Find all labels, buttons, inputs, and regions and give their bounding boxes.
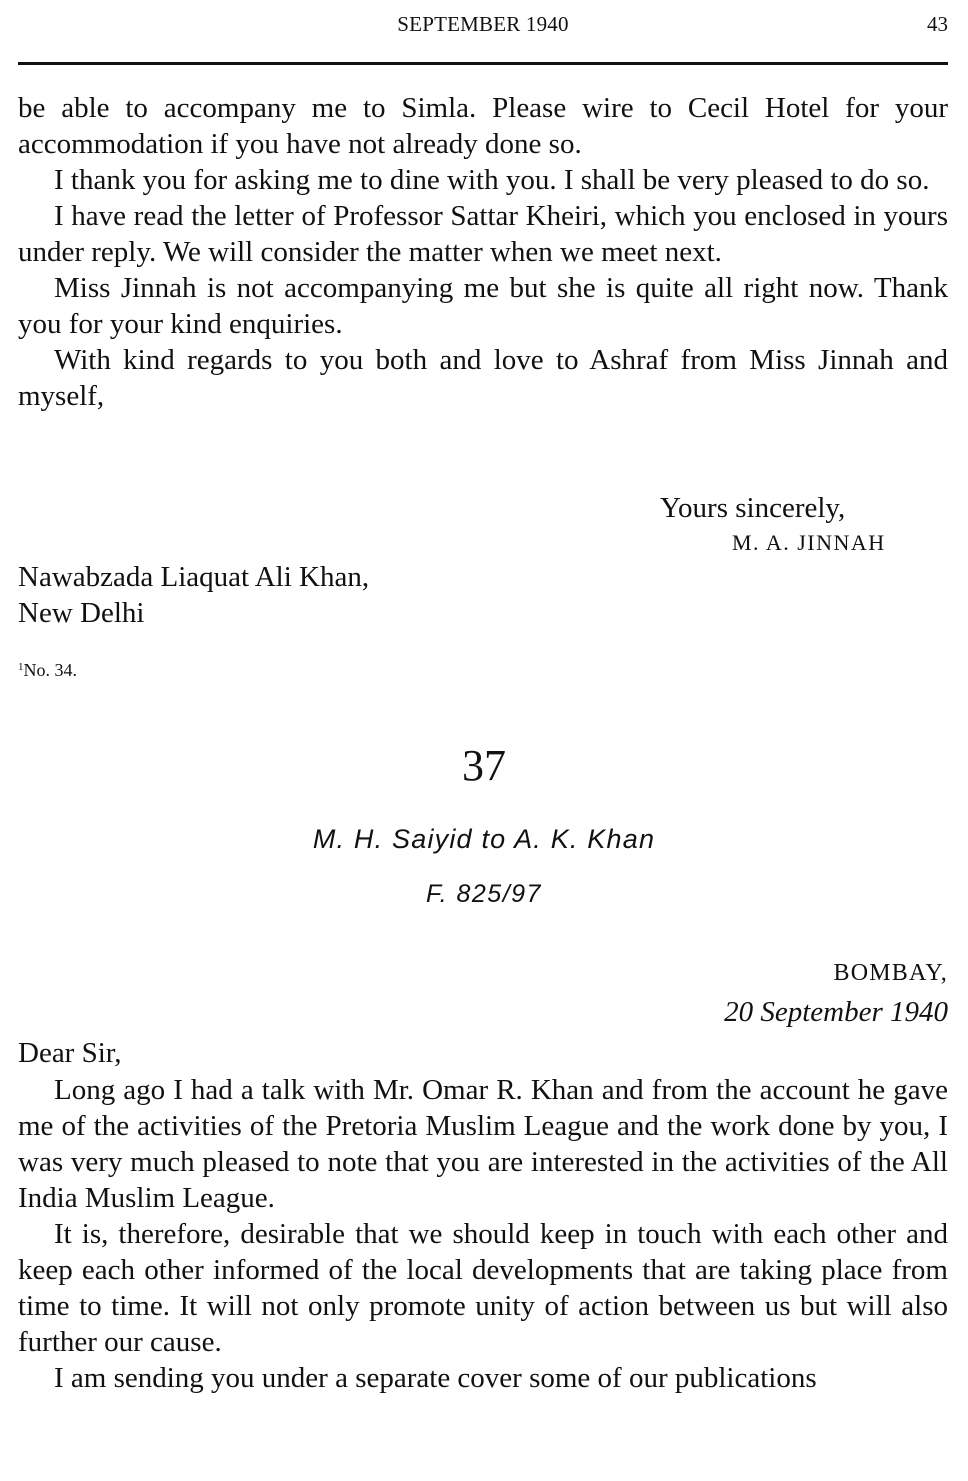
salutation: Dear Sir,	[18, 1037, 122, 1069]
page-number: 43	[927, 12, 948, 36]
header-rule	[18, 62, 948, 65]
paragraph: Miss Jinnah is not accompanying me but she is quite all right now. Thank you for your kind enquiries.	[18, 272, 948, 340]
letter-date: 20 September 1940	[724, 996, 948, 1028]
paragraph: With kind regards to you both and love to Ashraf from Miss Jinnah and myself,	[18, 344, 948, 412]
paragraph: I thank you for asking me to dine with you. I shall be very pleased to do so.	[54, 164, 930, 196]
addressee	[18, 559, 369, 631]
closing: Yours sincerely,	[660, 492, 846, 524]
running-title: SEPTEMBER 1940	[397, 12, 569, 36]
footnote-text: No. 34.	[23, 660, 77, 680]
paragraph: It is, therefore, desirable that we should keep in touch with each other and keep each other informed of the local developments that are taking place from time to time. It will not only promote unity of action between us but will also further our cause.	[18, 1218, 948, 1358]
paragraph: I have read the letter of Professor Sattar Kheiri, which you enclosed in yours under reply. We will consider the matter when we meet next.	[18, 200, 948, 268]
footnote	[18, 660, 77, 681]
addressee-place: New Delhi	[18, 597, 145, 629]
document-reference: F. 825/97	[426, 880, 542, 908]
running-head	[18, 8, 948, 48]
footnote-marker: 1	[18, 661, 24, 673]
addressee-name: Nawabzada Liaquat Ali Khan,	[18, 561, 370, 593]
paragraph: Long ago I had a talk with Mr. Omar R. Khan and from the account he gave me of the activities of the Pretoria Muslim League and the work done by you, I was very much pleased to note that you are interested in the activities of the All India Muslim League.	[18, 1074, 948, 1214]
letter-37-body	[18, 1072, 948, 1396]
letter-36-body	[18, 90, 948, 414]
paragraph-continued: be able to accompany me to Simla. Please wire to Cecil Hotel for your accommodation if you have not already done so.	[18, 92, 948, 160]
paragraph: I am sending you under a separate cover some of our publications	[54, 1362, 817, 1394]
signature: M. A. JINNAH	[732, 530, 886, 555]
document-title: M. H. Saiyid to A. K. Khan	[312, 824, 656, 854]
letter-place: BOMBAY,	[833, 960, 948, 986]
document-number: 37	[462, 741, 506, 790]
